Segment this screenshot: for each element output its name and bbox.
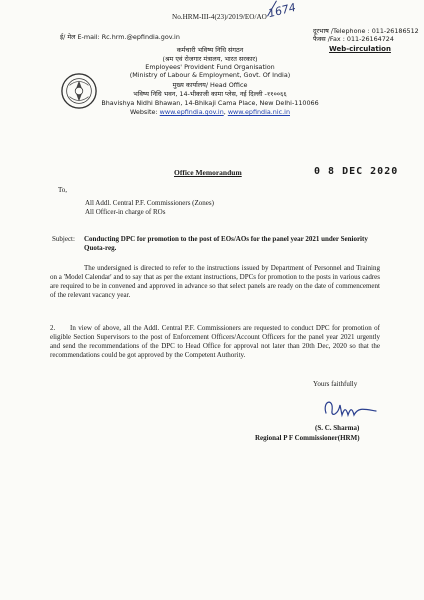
- paragraph-2: [50, 324, 380, 360]
- to-label: To,: [58, 186, 68, 194]
- org-name-hindi: कर्मचारी भविष्य निधि संगठन: [176, 46, 244, 54]
- signatory-title: Regional P F Commissioner(HRM): [255, 434, 360, 442]
- date-stamp: 0 8 DEC 2020: [314, 166, 399, 177]
- web-circulation-label: Web-circulation: [329, 45, 391, 53]
- website-link-1[interactable]: www.epfindia.gov.in: [159, 108, 224, 116]
- reference-number: No.HRM-III-4(23)/2019/EO/AO: [172, 13, 267, 21]
- email-line: ई/ मेल E-mail: Rc.hrm.@epfindia.gov.in: [60, 33, 180, 41]
- address-hindi: भविष्य निधि भवन, 14-भीकाजी कामा प्लेस, नई दिल्ली -११००६६: [133, 90, 287, 98]
- subject-text: Conducting DPC for promotion to the post of EOs/AOs for the panel year 2021 under Seniority Quota-reg.: [84, 235, 368, 252]
- addressee-2: All Officer-in charge of ROs: [85, 208, 166, 216]
- website-link-2[interactable]: www.epfindia.nic.in: [227, 108, 290, 116]
- website-label: Website:: [129, 108, 158, 116]
- head-office-label: मुख्य कार्यालय/ Head Office: [172, 81, 248, 89]
- contact-block: [313, 27, 419, 43]
- fax-line: फैक्स /Fax : 011-26164724: [313, 35, 394, 43]
- memo-title: Office Memorandum: [174, 168, 242, 177]
- signatory-name: (S. C. Sharma): [315, 424, 360, 432]
- paragraph-1: The undersigned is directed to refer to the instructions issued by Department of Personnel and Training on a 'Model Calendar' and to say that as per the extant instructions, DPCs for promotion to the posts in various cadres are required to be in convened and approved in advance so that select panels are ready on the date of commencement of the relevant vacancy year.: [50, 264, 380, 299]
- closing: Yours faithfully: [313, 380, 358, 388]
- org-name-english: Employees' Provident Fund Organisation: [145, 63, 275, 71]
- telephone-line: दूरभाष /Telephone : 011-26186512: [313, 27, 419, 35]
- ministry-english: (Ministry of Labour & Employment, Govt. Of India): [129, 71, 291, 79]
- address-english: Bhavishya Nidhi Bhawan, 14-Bhikaji Cama Place, New Delhi-110066: [101, 99, 319, 107]
- handwritten-number: 1674: [266, 0, 298, 21]
- addressee-1: All Addl. Central P.F. Commissioners (Zones): [85, 199, 214, 207]
- website-line: Website: www.epfindia.gov.in, www.epfindia.nic.in: [129, 108, 290, 116]
- ministry-hindi: (श्रम एवं रोजगार मंत्रालय, भारत सरकार): [162, 55, 258, 63]
- subject-label: Subject:: [52, 235, 75, 243]
- paragraph-2-number: 2.: [50, 324, 56, 332]
- paragraph-2-text: In view of above, all the Addl. Central P.F. Commissioners are requested to conduct DPC for promotion of eligible Section Supervisors to the post of Enforcement Officers/Account Officers for the panel year 2021 urgently and send the recommendations of the DPC to Head Office for approval not later than 20th Dec, 2020 so that the recommendations could be got approved by the Competent Authority.: [50, 324, 380, 359]
- signature: [320, 393, 380, 421]
